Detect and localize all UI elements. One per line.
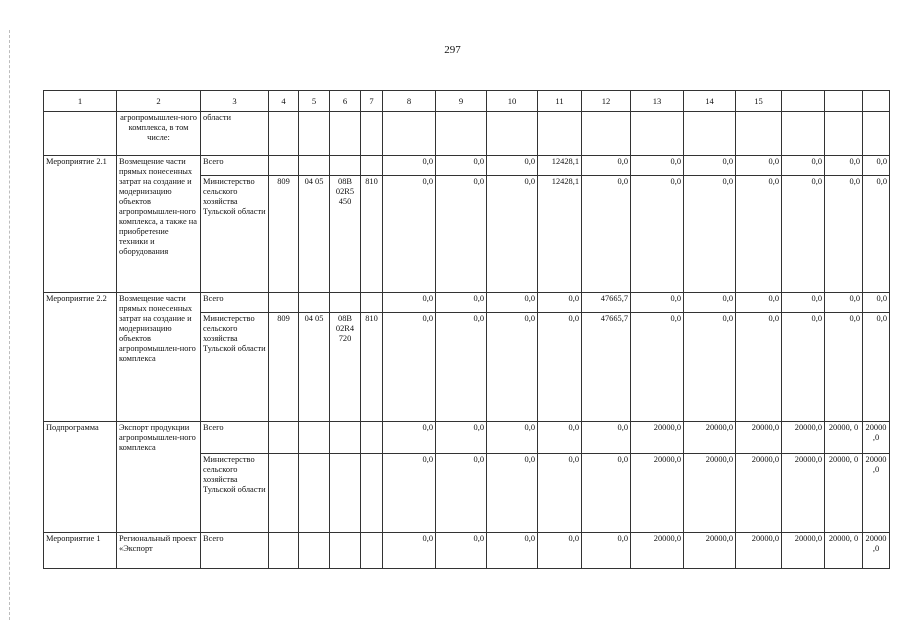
value-cell: 0,0 xyxy=(782,156,825,176)
value-cell: 12428,1 xyxy=(538,176,582,293)
value-cell: 12428,1 xyxy=(538,156,582,176)
table-row xyxy=(44,112,890,156)
header-cell: 9 xyxy=(436,91,487,112)
value-cell: 0,0 xyxy=(383,533,436,569)
header-row xyxy=(44,91,890,112)
table-row xyxy=(44,156,890,176)
value-cell: 20000,0 xyxy=(684,454,736,533)
value-cell: 0,0 xyxy=(684,176,736,293)
value-cell: 20000, 0 xyxy=(825,454,863,533)
value-cell: 20000,0 xyxy=(736,454,782,533)
value-cell: 20000,0 xyxy=(736,422,782,454)
executor-cell: Всего xyxy=(201,533,269,569)
value-cell: 0,0 xyxy=(782,176,825,293)
header-cell: 2 xyxy=(117,91,201,112)
value-cell: 0,0 xyxy=(436,422,487,454)
measure-name: Мероприятие 2.1 xyxy=(44,156,117,293)
header-cell xyxy=(863,91,890,112)
value-cell: 0,0 xyxy=(436,293,487,313)
value-cell: 0,0 xyxy=(736,176,782,293)
executor-cell: Министерство сельского хозяйства Тульской области xyxy=(201,176,269,293)
value-cell: 0,0 xyxy=(736,293,782,313)
measure-name: Мероприятие 1 xyxy=(44,533,117,569)
executor-cell: Министерство сельского хозяйства Тульской области xyxy=(201,313,269,422)
header-cell: 10 xyxy=(487,91,538,112)
value-cell: 0,0 xyxy=(736,156,782,176)
value-cell: 0,0 xyxy=(631,176,684,293)
value-cell: 0,0 xyxy=(383,454,436,533)
value-cell: 20000 ,0 xyxy=(863,422,890,454)
header-cell: 1 xyxy=(44,91,117,112)
kbk-cell: 08В 02R4 720 xyxy=(330,313,361,422)
value-cell: 0,0 xyxy=(631,313,684,422)
value-cell: 0,0 xyxy=(825,313,863,422)
value-cell: 0,0 xyxy=(538,533,582,569)
kbk-cell: 810 xyxy=(361,313,383,422)
value-cell: 0,0 xyxy=(684,156,736,176)
header-cell: 12 xyxy=(582,91,631,112)
executor-cell: Министерство сельского хозяйства Тульской области xyxy=(201,454,269,533)
kbk-cell: 810 xyxy=(361,176,383,293)
value-cell: 0,0 xyxy=(383,293,436,313)
value-cell: 20000,0 xyxy=(736,533,782,569)
value-cell: 0,0 xyxy=(582,176,631,293)
header-cell: 11 xyxy=(538,91,582,112)
description-cell: агропромышлен-ного комплекса, в том числе: xyxy=(117,112,201,156)
value-cell: 0,0 xyxy=(436,454,487,533)
value-cell: 0,0 xyxy=(782,293,825,313)
value-cell: 47665,7 xyxy=(582,293,631,313)
value-cell: 0,0 xyxy=(436,533,487,569)
value-cell: 0,0 xyxy=(684,313,736,422)
measure-name: Мероприятие 2.2 xyxy=(44,293,117,422)
value-cell: 20000 ,0 xyxy=(863,533,890,569)
value-cell: 0,0 xyxy=(863,313,890,422)
measure-description: Возмещение части прямых понесенных затрат на создание и модернизацию объектов агропромышлен-ного комплекса xyxy=(117,293,201,422)
value-cell: 0,0 xyxy=(538,422,582,454)
value-cell: 0,0 xyxy=(863,293,890,313)
value-cell: 0,0 xyxy=(736,313,782,422)
value-cell: 0,0 xyxy=(383,422,436,454)
header-cell: 15 xyxy=(736,91,782,112)
header-cell: 5 xyxy=(299,91,330,112)
value-cell: 20000 ,0 xyxy=(863,454,890,533)
value-cell: 20000,0 xyxy=(684,533,736,569)
value-cell: 0,0 xyxy=(436,156,487,176)
value-cell: 0,0 xyxy=(383,176,436,293)
value-cell: 20000,0 xyxy=(631,454,684,533)
value-cell: 0,0 xyxy=(487,156,538,176)
kbk-cell: 04 05 xyxy=(299,176,330,293)
header-cell: 14 xyxy=(684,91,736,112)
header-cell: 13 xyxy=(631,91,684,112)
value-cell: 0,0 xyxy=(684,293,736,313)
value-cell: 20000,0 xyxy=(782,533,825,569)
header-cell: 4 xyxy=(269,91,299,112)
value-cell: 0,0 xyxy=(863,176,890,293)
table-row xyxy=(44,533,890,569)
kbk-cell: 809 xyxy=(269,176,299,293)
executor-cell: области xyxy=(201,112,269,156)
margin-rule xyxy=(9,30,10,620)
value-cell: 0,0 xyxy=(631,293,684,313)
value-cell: 0,0 xyxy=(436,176,487,293)
executor-cell: Всего xyxy=(201,422,269,454)
kbk-cell: 08В 02R5 450 xyxy=(330,176,361,293)
value-cell: 0,0 xyxy=(487,313,538,422)
value-cell: 0,0 xyxy=(631,156,684,176)
page-number: 297 xyxy=(444,44,461,56)
header-cell: 8 xyxy=(383,91,436,112)
value-cell: 0,0 xyxy=(825,176,863,293)
value-cell: 20000,0 xyxy=(684,422,736,454)
value-cell: 0,0 xyxy=(487,454,538,533)
value-cell: 20000,0 xyxy=(782,422,825,454)
value-cell: 20000, 0 xyxy=(825,533,863,569)
value-cell: 0,0 xyxy=(863,156,890,176)
value-cell: 20000,0 xyxy=(782,454,825,533)
value-cell: 0,0 xyxy=(538,454,582,533)
value-cell: 0,0 xyxy=(487,422,538,454)
header-cell xyxy=(782,91,825,112)
value-cell: 47665,7 xyxy=(582,313,631,422)
header-cell: 6 xyxy=(330,91,361,112)
value-cell: 0,0 xyxy=(582,156,631,176)
header-cell xyxy=(825,91,863,112)
value-cell: 0,0 xyxy=(383,156,436,176)
value-cell: 0,0 xyxy=(825,156,863,176)
table-row xyxy=(44,422,890,454)
kbk-cell: 04 05 xyxy=(299,313,330,422)
budget-table xyxy=(43,90,890,569)
value-cell: 0,0 xyxy=(436,313,487,422)
measure-description: Возмещение части прямых понесенных затрат на создание и модернизацию объектов агропромышлен-ного комплекса, а также на приобретение техники и оборудования xyxy=(117,156,201,293)
value-cell: 0,0 xyxy=(782,313,825,422)
value-cell: 20000, 0 xyxy=(825,422,863,454)
value-cell: 0,0 xyxy=(582,533,631,569)
measure-name: Подпрограмма xyxy=(44,422,117,533)
value-cell: 0,0 xyxy=(487,176,538,293)
table-row xyxy=(44,293,890,313)
value-cell: 20000,0 xyxy=(631,422,684,454)
value-cell: 0,0 xyxy=(538,293,582,313)
value-cell: 0,0 xyxy=(582,422,631,454)
value-cell: 20000,0 xyxy=(631,533,684,569)
value-cell: 0,0 xyxy=(487,533,538,569)
measure-description: Региональный проект «Экспорт xyxy=(117,533,201,569)
executor-cell: Всего xyxy=(201,293,269,313)
measure-description: Экспорт продукции агропромышлен-ного комплекса xyxy=(117,422,201,533)
header-cell: 7 xyxy=(361,91,383,112)
value-cell: 0,0 xyxy=(538,313,582,422)
value-cell: 0,0 xyxy=(383,313,436,422)
header-cell: 3 xyxy=(201,91,269,112)
executor-cell: Всего xyxy=(201,156,269,176)
kbk-cell: 809 xyxy=(269,313,299,422)
value-cell: 0,0 xyxy=(582,454,631,533)
value-cell: 0,0 xyxy=(825,293,863,313)
value-cell: 0,0 xyxy=(487,293,538,313)
